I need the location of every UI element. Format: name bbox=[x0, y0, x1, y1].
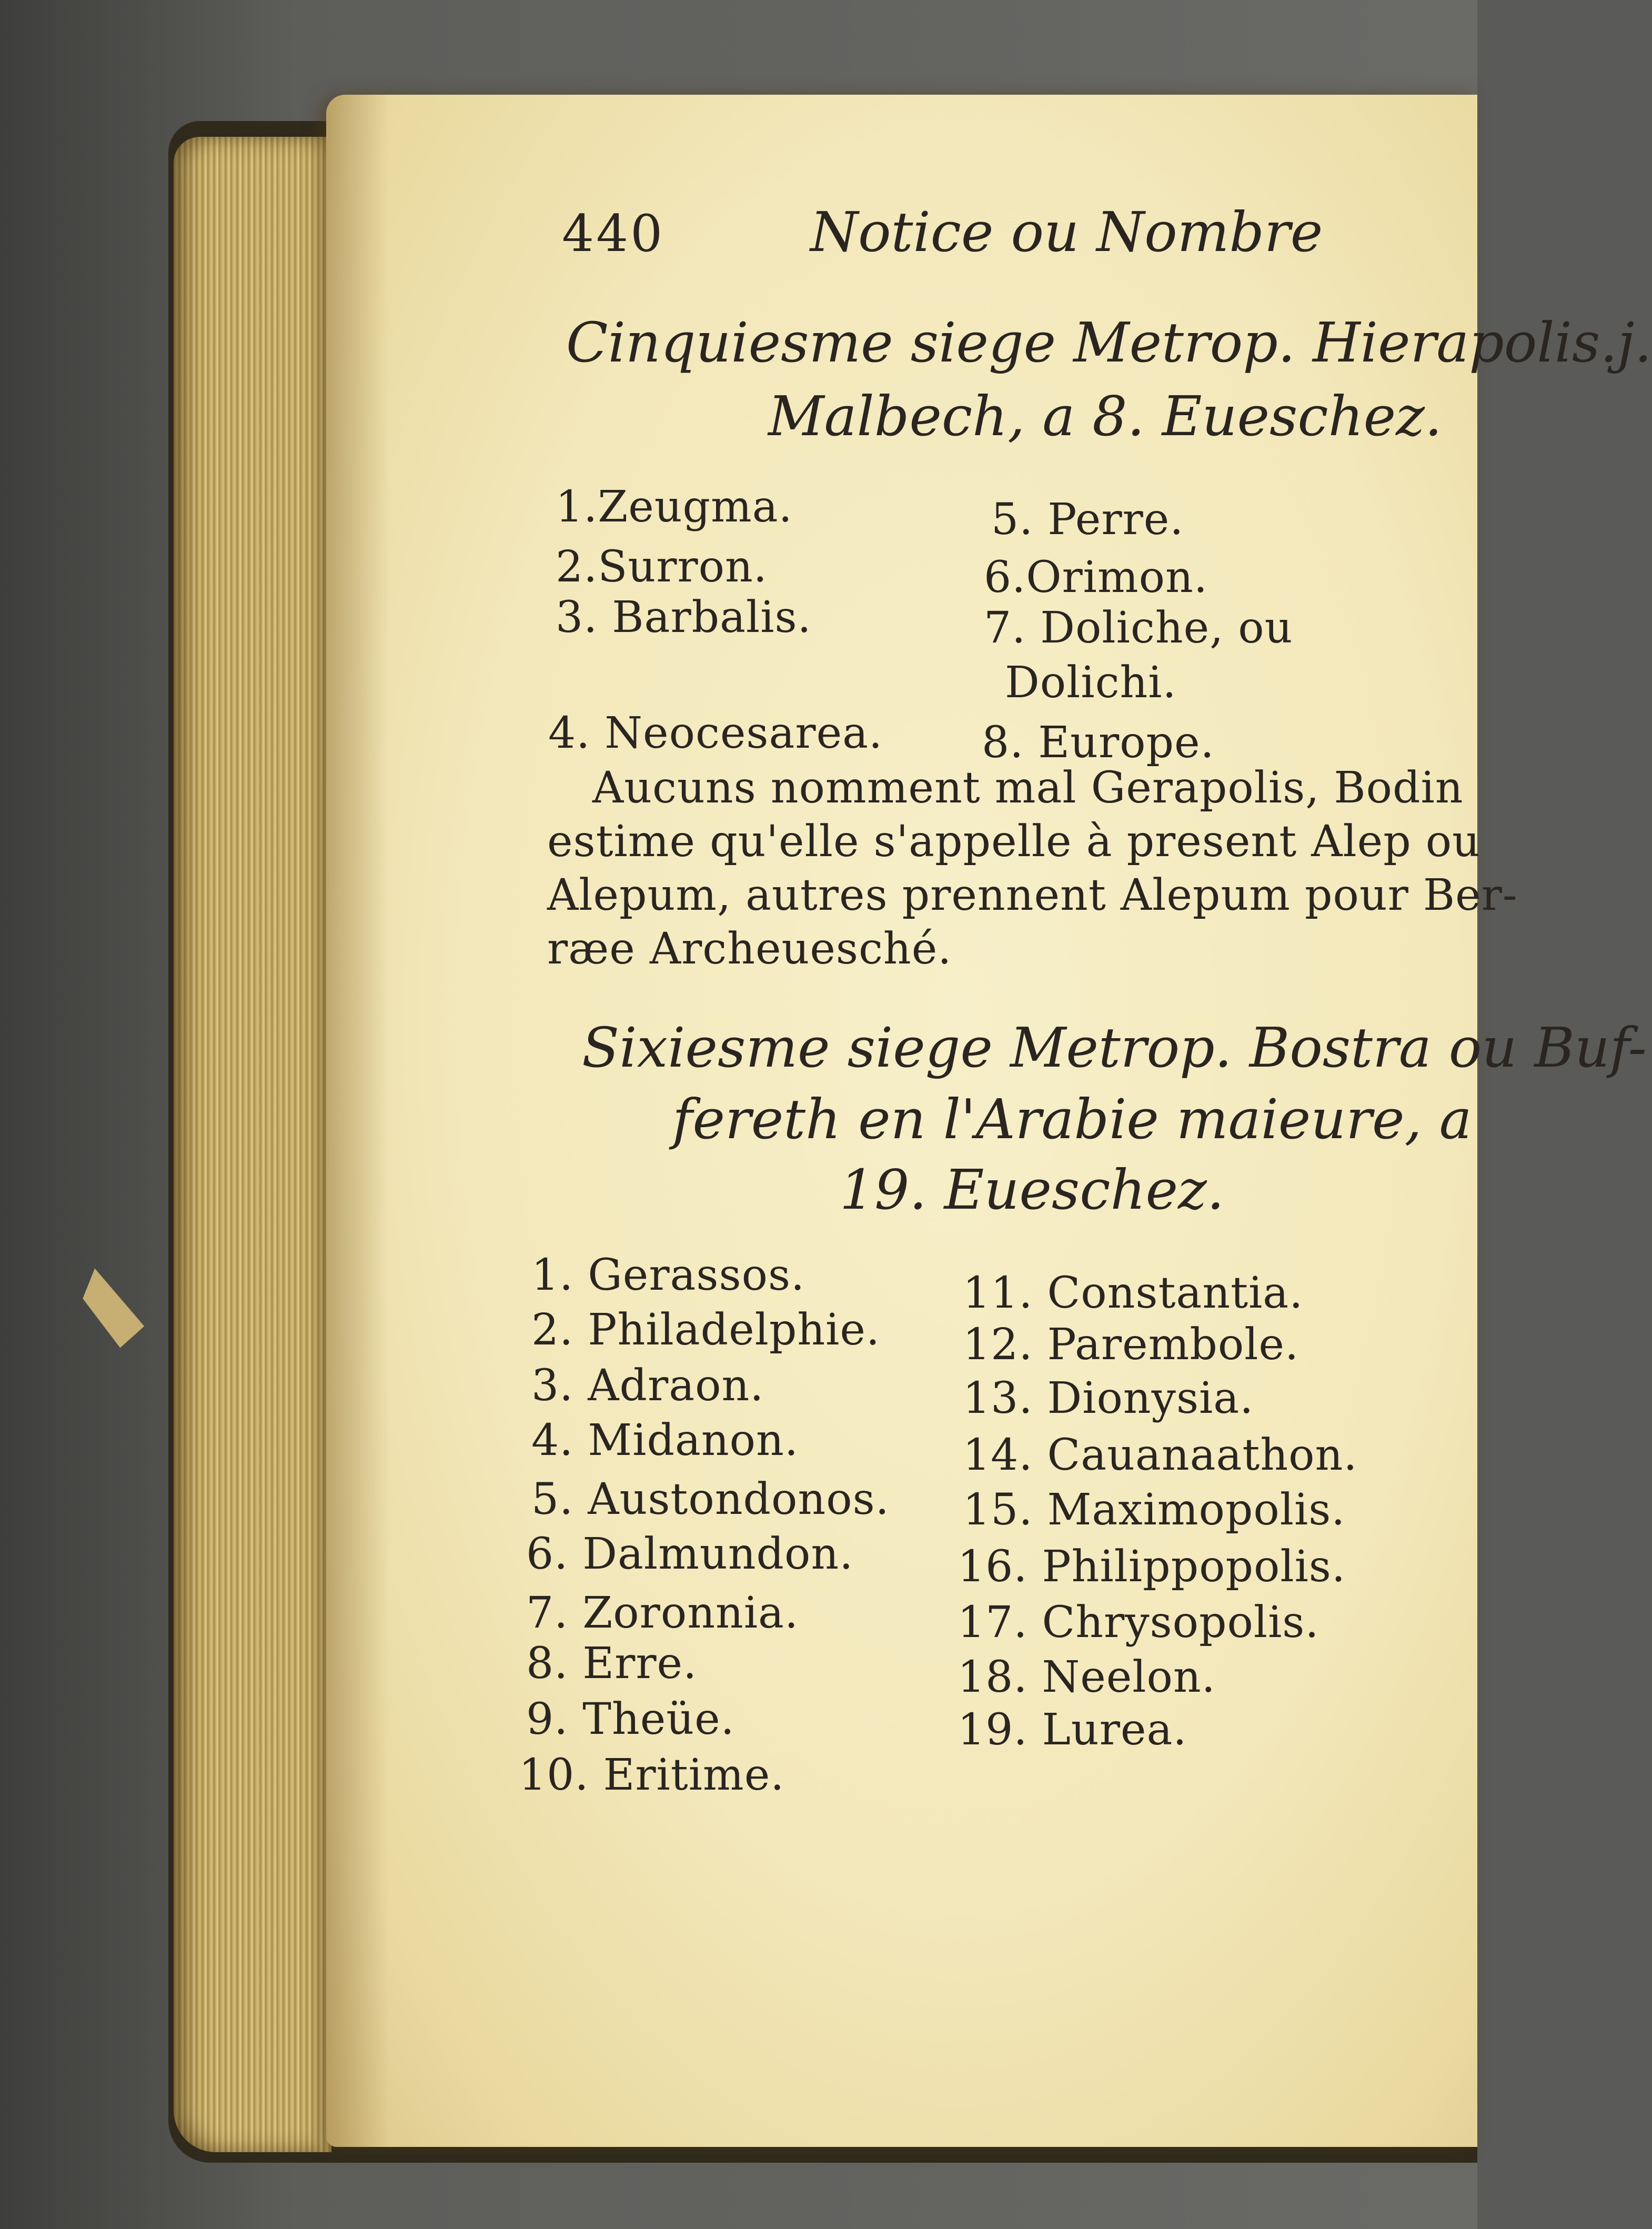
list-item: 5. Perre. bbox=[991, 495, 1184, 545]
list-item: 18. Neelon. bbox=[958, 1652, 1216, 1702]
list-item: 12. Parembole. bbox=[963, 1320, 1300, 1370]
section2-heading-line1: Sixiesme siege Metrop. Bostra ou Buf- bbox=[582, 1016, 1647, 1080]
list-item: 9. Theüe. bbox=[526, 1694, 735, 1744]
list-item: 8. Erre. bbox=[526, 1639, 698, 1689]
list-item: 10. Eritime. bbox=[519, 1750, 785, 1800]
paragraph-line: ræe Archeuesché. bbox=[547, 924, 952, 974]
list-item: 19. Lurea. bbox=[958, 1705, 1187, 1755]
list-item: 6.Orimon. bbox=[984, 553, 1208, 603]
list-item: 16. Philippopolis. bbox=[958, 1542, 1346, 1592]
list-item: 5. Austondonos. bbox=[531, 1474, 890, 1524]
list-item: 4. Neocesarea. bbox=[548, 708, 883, 758]
paragraph-line: Aucuns nomment mal Gerapolis, Bodin bbox=[592, 763, 1464, 813]
section1-heading-line2: Malbech, a 8. Eueschez. bbox=[768, 384, 1443, 448]
list-item: 4. Midanon. bbox=[531, 1415, 799, 1465]
list-item: 6. Dalmundon. bbox=[526, 1529, 854, 1579]
paragraph-line: Alepum, autres prennent Alepum pour Ber- bbox=[547, 870, 1518, 920]
list-item: 13. Dionysia. bbox=[963, 1373, 1254, 1423]
list-item: 3. Adraon. bbox=[531, 1361, 764, 1411]
list-item: 2. Philadelphie. bbox=[531, 1305, 880, 1355]
list-item: 8. Europe. bbox=[982, 718, 1215, 768]
page-gutter-shadow bbox=[326, 95, 389, 2147]
section2-heading-line3: 19. Eueschez. bbox=[840, 1158, 1224, 1222]
list-item: 7. Doliche, ou bbox=[984, 603, 1293, 653]
list-item: 1.Zeugma. bbox=[556, 482, 793, 532]
page-number: 440 bbox=[562, 204, 665, 263]
list-item: 11. Constantia. bbox=[963, 1268, 1304, 1318]
list-item: 3. Barbalis. bbox=[556, 593, 812, 642]
list-item: 17. Chrysopolis. bbox=[958, 1598, 1319, 1648]
page-edges bbox=[174, 137, 331, 2152]
list-item: 7. Zoronnia. bbox=[526, 1588, 799, 1638]
list-item: 15. Maximopolis. bbox=[963, 1485, 1346, 1535]
running-title: Notice ou Nombre bbox=[810, 200, 1323, 264]
paragraph-line: estime qu'elle s'appelle à present Alep ou bbox=[547, 817, 1480, 867]
section1-heading-line1: Cinquiesme siege Metrop. Hierapolis.j. bbox=[566, 310, 1652, 375]
list-item: 2.Surron. bbox=[556, 542, 768, 592]
section2-heading-line2: fereth en l'Arabie maieure, a bbox=[672, 1087, 1472, 1151]
list-item: 14. Cauanaathon. bbox=[963, 1430, 1358, 1480]
list-item: Dolichi. bbox=[1005, 658, 1177, 708]
list-item: 1. Gerassos. bbox=[531, 1250, 805, 1300]
